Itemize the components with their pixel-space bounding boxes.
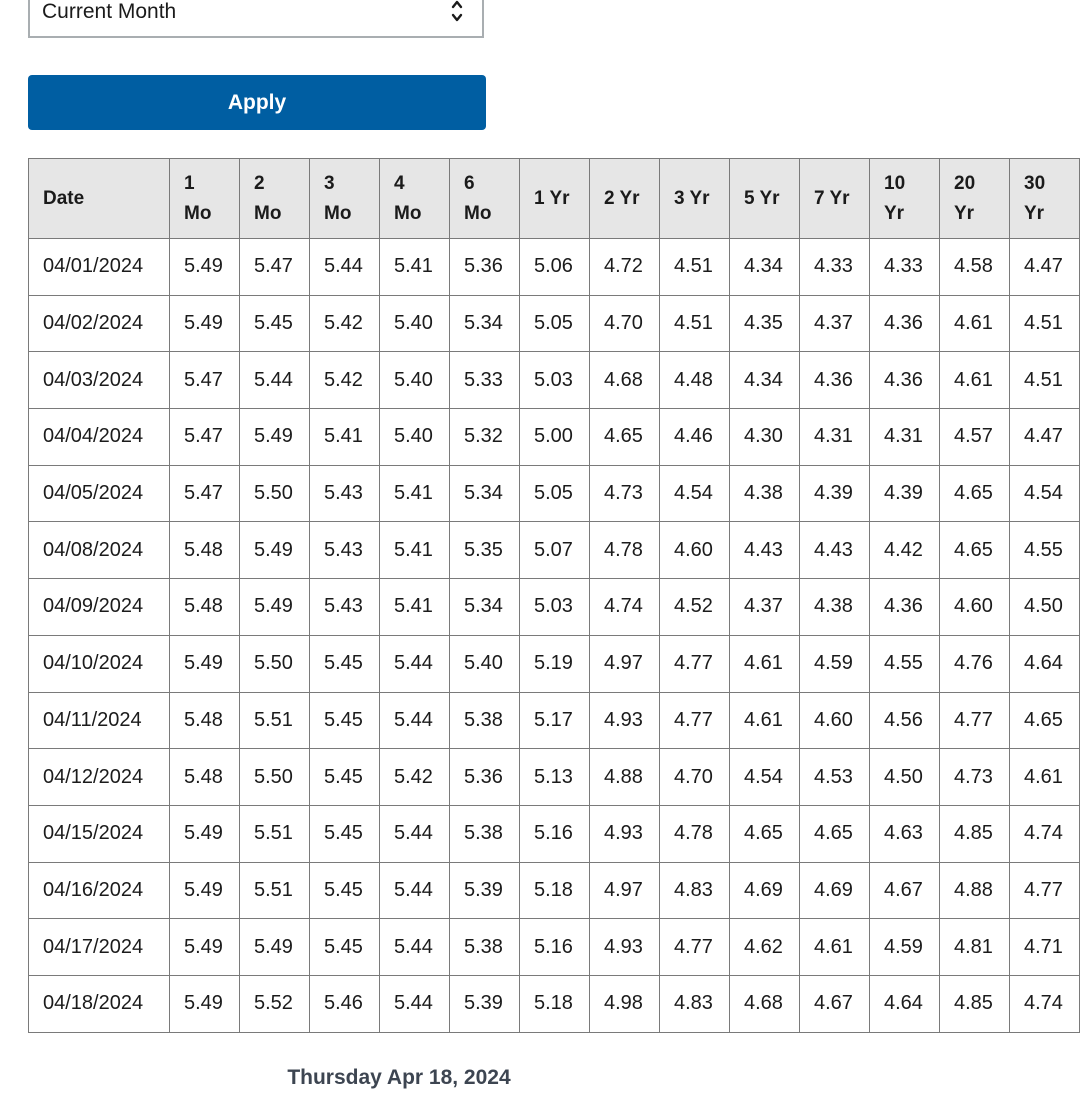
date-cell: 04/11/2024	[29, 692, 170, 749]
rate-cell: 4.67	[800, 975, 870, 1032]
rate-cell: 5.48	[170, 749, 240, 806]
rate-cell: 5.39	[450, 975, 520, 1032]
rate-cell: 5.49	[240, 522, 310, 579]
rate-cell: 4.70	[590, 295, 660, 352]
rate-cell: 4.65	[590, 409, 660, 466]
rate-cell: 5.17	[520, 692, 590, 749]
table-row	[29, 352, 1080, 409]
rate-cell: 5.05	[520, 295, 590, 352]
rate-cell: 4.38	[730, 465, 800, 522]
rate-cell: 4.71	[1010, 919, 1080, 976]
rate-cell: 5.44	[310, 239, 380, 296]
table-row	[29, 239, 1080, 296]
period-select[interactable]	[28, 0, 484, 38]
rate-cell: 4.61	[730, 635, 800, 692]
rate-cell: 4.76	[940, 635, 1010, 692]
rate-cell: 4.52	[660, 579, 730, 636]
rate-cell: 4.54	[660, 465, 730, 522]
rate-cell: 5.45	[310, 692, 380, 749]
rate-cell: 4.77	[660, 919, 730, 976]
column-header	[660, 159, 730, 239]
rate-cell: 4.72	[590, 239, 660, 296]
rate-cell: 4.69	[800, 862, 870, 919]
rate-cell: 4.67	[870, 862, 940, 919]
column-header-label: 30	[1024, 172, 1046, 194]
rate-cell: 5.43	[310, 522, 380, 579]
rate-cell: 4.68	[590, 352, 660, 409]
rate-cell: 4.36	[870, 295, 940, 352]
date-cell: 04/04/2024	[29, 409, 170, 466]
rate-cell: 5.51	[240, 862, 310, 919]
rate-cell: 4.61	[940, 352, 1010, 409]
date-cell: 04/18/2024	[29, 975, 170, 1032]
rate-cell: 4.34	[730, 239, 800, 296]
rate-cell: 5.40	[380, 409, 450, 466]
column-header-label: Mo	[464, 202, 492, 224]
rate-cell: 4.73	[940, 749, 1010, 806]
rate-cell: 5.46	[310, 975, 380, 1032]
rate-cell: 4.77	[940, 692, 1010, 749]
rate-cell: 5.49	[170, 295, 240, 352]
column-header-label: 10	[884, 172, 906, 194]
rate-cell: 5.49	[170, 805, 240, 862]
rate-cell: 5.51	[240, 692, 310, 749]
rate-cell: 4.38	[800, 579, 870, 636]
rate-cell: 4.47	[1010, 239, 1080, 296]
rate-cell: 4.77	[660, 692, 730, 749]
rate-cell: 5.49	[170, 635, 240, 692]
rate-cell: 5.44	[380, 692, 450, 749]
rate-cell: 5.42	[380, 749, 450, 806]
rate-cell: 4.83	[660, 862, 730, 919]
rate-cell: 4.61	[940, 295, 1010, 352]
column-header-label: Mo	[394, 202, 422, 224]
rate-cell: 5.16	[520, 919, 590, 976]
table-row	[29, 635, 1080, 692]
rate-cell: 4.51	[1010, 295, 1080, 352]
rate-cell: 5.45	[240, 295, 310, 352]
rate-cell: 4.74	[1010, 805, 1080, 862]
treasury-rates-table	[28, 158, 1080, 1033]
rate-cell: 5.48	[170, 579, 240, 636]
rate-cell: 4.60	[660, 522, 730, 579]
rate-cell: 4.88	[590, 749, 660, 806]
table-row	[29, 409, 1080, 466]
column-header-label: Mo	[324, 202, 352, 224]
column-header-label: 4	[394, 172, 405, 194]
rate-cell: 5.49	[240, 919, 310, 976]
column-header	[450, 159, 520, 239]
rate-cell: 5.03	[520, 579, 590, 636]
table-row	[29, 975, 1080, 1032]
rate-cell: 4.70	[660, 749, 730, 806]
rate-cell: 4.97	[590, 862, 660, 919]
rate-cell: 4.36	[800, 352, 870, 409]
column-header	[590, 159, 660, 239]
table-row	[29, 692, 1080, 749]
rate-cell: 5.34	[450, 579, 520, 636]
rate-cell: 4.64	[870, 975, 940, 1032]
rate-cell: 5.49	[170, 919, 240, 976]
rate-cell: 5.41	[380, 579, 450, 636]
rate-cell: 4.93	[590, 919, 660, 976]
rate-cell: 4.34	[730, 352, 800, 409]
table-row	[29, 919, 1080, 976]
rate-cell: 4.39	[800, 465, 870, 522]
rate-cell: 5.18	[520, 862, 590, 919]
rate-cell: 5.16	[520, 805, 590, 862]
rate-cell: 5.32	[450, 409, 520, 466]
rate-cell: 4.36	[870, 579, 940, 636]
rate-cell: 4.60	[800, 692, 870, 749]
rate-cell: 4.83	[660, 975, 730, 1032]
column-header-label: Yr	[884, 202, 905, 224]
rate-cell: 4.69	[730, 862, 800, 919]
rate-cell: 5.34	[450, 295, 520, 352]
rate-cell: 4.93	[590, 692, 660, 749]
column-header	[29, 159, 170, 239]
rate-cell: 4.37	[730, 579, 800, 636]
rate-cell: 4.65	[940, 465, 1010, 522]
rate-cell: 5.44	[380, 919, 450, 976]
rate-cell: 5.38	[450, 919, 520, 976]
rate-cell: 4.55	[1010, 522, 1080, 579]
rate-cell: 5.49	[170, 975, 240, 1032]
rate-cell: 4.65	[800, 805, 870, 862]
rate-cell: 4.65	[730, 805, 800, 862]
rate-cell: 5.42	[310, 352, 380, 409]
date-cell: 04/15/2024	[29, 805, 170, 862]
rate-cell: 4.68	[730, 975, 800, 1032]
column-header-label: 1	[184, 172, 195, 194]
rate-cell: 4.51	[660, 295, 730, 352]
rate-cell: 4.85	[940, 975, 1010, 1032]
rate-cell: 5.51	[240, 805, 310, 862]
table-row	[29, 522, 1080, 579]
rate-cell: 4.61	[730, 692, 800, 749]
column-header-label: Date	[43, 187, 85, 209]
rate-cell: 5.36	[450, 749, 520, 806]
rate-cell: 5.13	[520, 749, 590, 806]
rate-cell: 5.50	[240, 635, 310, 692]
date-cell: 04/10/2024	[29, 635, 170, 692]
rate-cell: 5.06	[520, 239, 590, 296]
rate-cell: 4.57	[940, 409, 1010, 466]
rate-cell: 5.49	[170, 239, 240, 296]
column-header-label: 1 Yr	[534, 187, 570, 209]
date-cell: 04/03/2024	[29, 352, 170, 409]
rate-cell: 5.41	[380, 522, 450, 579]
rate-cell: 4.77	[660, 635, 730, 692]
rate-cell: 4.31	[870, 409, 940, 466]
table-row	[29, 862, 1080, 919]
rate-cell: 4.53	[800, 749, 870, 806]
column-header	[730, 159, 800, 239]
column-header-label: 6	[464, 172, 475, 194]
rate-cell: 4.93	[590, 805, 660, 862]
column-header-label: 7 Yr	[814, 187, 850, 209]
rate-cell: 4.78	[590, 522, 660, 579]
column-header	[1010, 159, 1080, 239]
period-select-value: Current Month	[42, 0, 177, 23]
column-header-label: 3	[324, 172, 335, 194]
rate-cell: 5.38	[450, 692, 520, 749]
rate-cell: 5.45	[310, 749, 380, 806]
rate-cell: 5.38	[450, 805, 520, 862]
column-header	[310, 159, 380, 239]
column-header	[380, 159, 450, 239]
date-cell: 04/17/2024	[29, 919, 170, 976]
date-cell: 04/02/2024	[29, 295, 170, 352]
rate-cell: 4.61	[1010, 749, 1080, 806]
column-header-label: Mo	[184, 202, 212, 224]
rate-cell: 4.46	[660, 409, 730, 466]
rate-cell: 5.03	[520, 352, 590, 409]
column-header-label: 2 Yr	[604, 187, 640, 209]
rate-cell: 4.37	[800, 295, 870, 352]
table-row	[29, 579, 1080, 636]
rate-cell: 5.19	[520, 635, 590, 692]
rate-cell: 5.18	[520, 975, 590, 1032]
rate-cell: 4.33	[870, 239, 940, 296]
apply-button[interactable]: Apply	[28, 75, 486, 130]
column-header-label: Yr	[954, 202, 975, 224]
rate-cell: 4.81	[940, 919, 1010, 976]
table-row	[29, 749, 1080, 806]
rate-cell: 4.65	[940, 522, 1010, 579]
date-cell: 04/01/2024	[29, 239, 170, 296]
rate-cell: 4.59	[870, 919, 940, 976]
rate-cell: 4.33	[800, 239, 870, 296]
rate-cell: 5.50	[240, 465, 310, 522]
rate-cell: 5.45	[310, 862, 380, 919]
rate-cell: 4.63	[870, 805, 940, 862]
rate-cell: 4.42	[870, 522, 940, 579]
table-row	[29, 295, 1080, 352]
rate-cell: 5.45	[310, 919, 380, 976]
column-header	[940, 159, 1010, 239]
rate-cell: 5.48	[170, 522, 240, 579]
rate-cell: 4.98	[590, 975, 660, 1032]
rate-cell: 5.35	[450, 522, 520, 579]
rate-cell: 4.78	[660, 805, 730, 862]
rate-cell: 5.34	[450, 465, 520, 522]
rate-cell: 5.36	[450, 239, 520, 296]
rate-cell: 5.07	[520, 522, 590, 579]
rate-cell: 5.40	[380, 295, 450, 352]
table-body	[29, 239, 1080, 1033]
rate-cell: 5.47	[170, 409, 240, 466]
column-header-label: 3 Yr	[674, 187, 710, 209]
rate-cell: 4.55	[870, 635, 940, 692]
rate-cell: 4.36	[870, 352, 940, 409]
rate-cell: 5.41	[380, 465, 450, 522]
rate-cell: 5.41	[380, 239, 450, 296]
rate-cell: 5.48	[170, 692, 240, 749]
rate-cell: 5.40	[380, 352, 450, 409]
rate-cell: 5.49	[170, 862, 240, 919]
rate-cell: 4.47	[1010, 409, 1080, 466]
column-header	[800, 159, 870, 239]
rate-cell: 5.33	[450, 352, 520, 409]
rate-cell: 4.54	[730, 749, 800, 806]
rate-cell: 4.62	[730, 919, 800, 976]
rate-cell: 5.44	[380, 805, 450, 862]
rate-cell: 5.47	[240, 239, 310, 296]
column-header-label: Mo	[254, 202, 282, 224]
rate-cell: 5.44	[380, 862, 450, 919]
rate-cell: 5.44	[240, 352, 310, 409]
rate-cell: 4.59	[800, 635, 870, 692]
rate-cell: 5.47	[170, 352, 240, 409]
rate-cell: 4.35	[730, 295, 800, 352]
rate-cell: 4.85	[940, 805, 1010, 862]
rate-cell: 4.30	[730, 409, 800, 466]
rate-cell: 4.56	[870, 692, 940, 749]
table-row	[29, 805, 1080, 862]
current-date-label: Thursday Apr 18, 2024	[287, 1066, 511, 1089]
rate-cell: 4.97	[590, 635, 660, 692]
column-header	[240, 159, 310, 239]
rate-cell: 5.44	[380, 975, 450, 1032]
rate-cell: 5.45	[310, 635, 380, 692]
rate-cell: 5.42	[310, 295, 380, 352]
rate-cell: 4.48	[660, 352, 730, 409]
date-cell: 04/16/2024	[29, 862, 170, 919]
rate-cell: 5.43	[310, 465, 380, 522]
rate-cell: 4.51	[660, 239, 730, 296]
rate-cell: 5.44	[380, 635, 450, 692]
rate-cell: 5.40	[450, 635, 520, 692]
rate-cell: 5.00	[520, 409, 590, 466]
column-header	[170, 159, 240, 239]
rate-cell: 4.50	[870, 749, 940, 806]
rate-cell: 5.50	[240, 749, 310, 806]
date-cell: 04/09/2024	[29, 579, 170, 636]
rate-cell: 4.88	[940, 862, 1010, 919]
table-row	[29, 465, 1080, 522]
rate-cell: 5.43	[310, 579, 380, 636]
rate-cell: 4.51	[1010, 352, 1080, 409]
chevron-up-down-icon	[450, 0, 464, 26]
date-cell: 04/05/2024	[29, 465, 170, 522]
rate-cell: 4.65	[1010, 692, 1080, 749]
rate-cell: 4.50	[1010, 579, 1080, 636]
column-header	[520, 159, 590, 239]
rate-cell: 4.60	[940, 579, 1010, 636]
rate-cell: 4.54	[1010, 465, 1080, 522]
date-cell: 04/08/2024	[29, 522, 170, 579]
rate-cell: 4.43	[730, 522, 800, 579]
rate-cell: 4.64	[1010, 635, 1080, 692]
rate-cell: 5.41	[310, 409, 380, 466]
rate-cell: 4.74	[1010, 975, 1080, 1032]
rate-cell: 5.05	[520, 465, 590, 522]
table-header-row	[29, 159, 1080, 239]
rate-cell: 4.58	[940, 239, 1010, 296]
rate-cell: 4.73	[590, 465, 660, 522]
rate-cell: 5.49	[240, 409, 310, 466]
column-header-label: Yr	[1024, 202, 1045, 224]
column-header-label: 2	[254, 172, 265, 194]
rate-cell: 5.49	[240, 579, 310, 636]
rate-cell: 5.45	[310, 805, 380, 862]
date-cell: 04/12/2024	[29, 749, 170, 806]
rate-cell: 4.74	[590, 579, 660, 636]
column-header	[870, 159, 940, 239]
rate-cell: 5.52	[240, 975, 310, 1032]
column-header-label: 20	[954, 172, 976, 194]
rate-cell: 5.47	[170, 465, 240, 522]
rate-cell: 4.39	[870, 465, 940, 522]
rate-cell: 4.61	[800, 919, 870, 976]
rate-cell: 4.77	[1010, 862, 1080, 919]
rate-cell: 4.31	[800, 409, 870, 466]
rate-cell: 4.43	[800, 522, 870, 579]
rate-cell: 5.39	[450, 862, 520, 919]
column-header-label: 5 Yr	[744, 187, 780, 209]
